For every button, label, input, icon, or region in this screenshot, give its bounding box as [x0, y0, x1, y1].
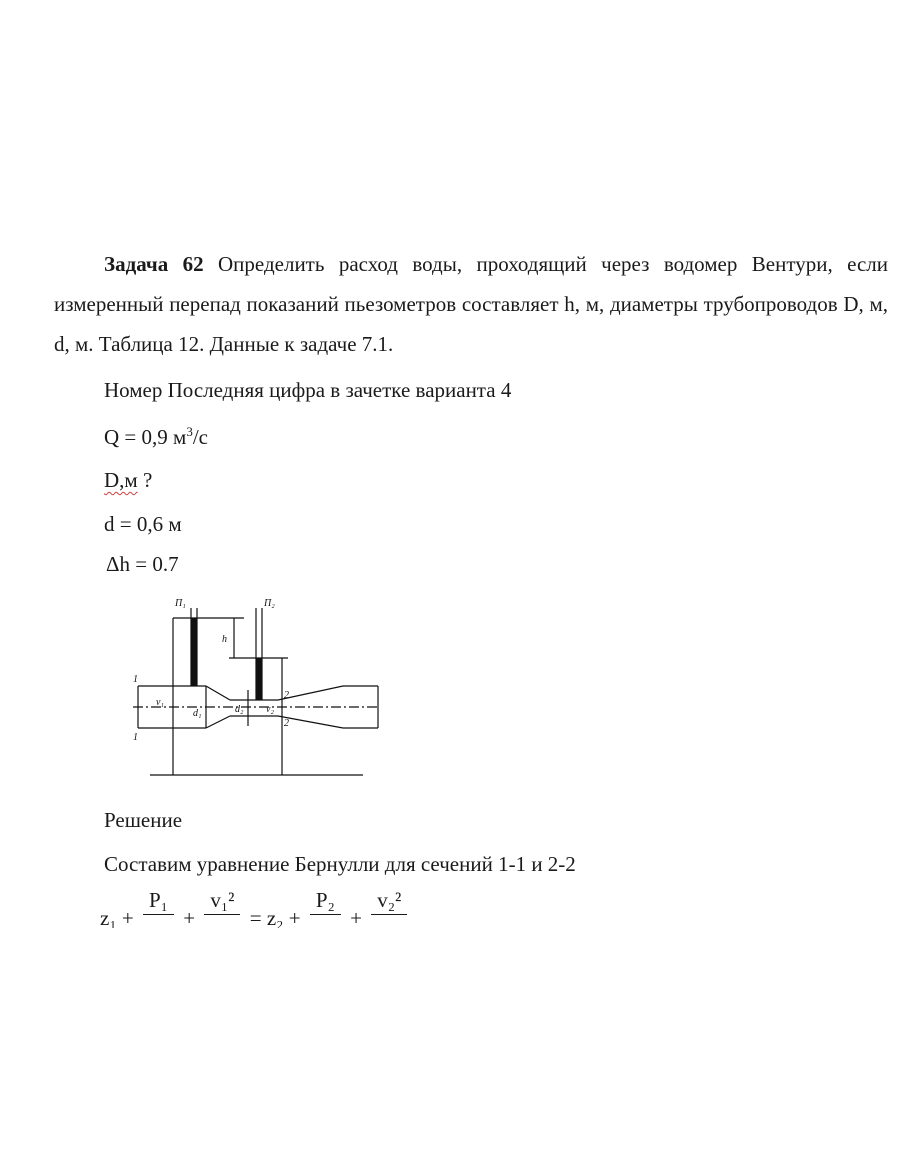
bernoulli-equation — [100, 886, 460, 928]
eq-plus-3: + — [288, 906, 301, 928]
diameter-d-line: d = 0,6 м — [104, 512, 182, 536]
eq-z2: z₂ — [266, 906, 284, 928]
label-section-1-bottom: 1 — [133, 732, 138, 743]
piezometer-1-fluid — [191, 618, 197, 686]
diameter-D-line — [104, 468, 152, 493]
eq-p1: P₁ — [143, 886, 174, 915]
eq-v2: v₂² — [371, 886, 407, 915]
converge-top — [206, 686, 230, 700]
solution-intro: Составим уравнение Бернулли для сечений 1-1 и 2-2 — [104, 852, 576, 876]
piezometer-2-fluid — [256, 658, 262, 700]
label-section-2-top: 2 — [284, 690, 289, 701]
label-v1: v₁ — [156, 697, 164, 708]
eq-v1: v₁² — [204, 886, 240, 915]
label-v2: v₂ — [266, 704, 274, 715]
label-section-2-bottom: 2 — [284, 718, 289, 729]
eq-plus-1: + — [121, 906, 134, 928]
eq-plus-2: + — [183, 906, 196, 928]
eq-plus-4: + — [350, 906, 362, 928]
problem-text-1: Определить расход воды, проходящий через водомер Вентури, — [218, 252, 833, 276]
solution-heading: Решение — [104, 808, 183, 832]
variant-line: Номер Последняя цифра в зачетке варианта 4 — [104, 378, 512, 402]
label-d2: d₂ — [235, 704, 244, 715]
eq-equals: = — [249, 906, 262, 928]
label-h: h — [222, 634, 227, 645]
flow-rate-unit: /с — [192, 425, 208, 449]
label-p2: П₂ — [264, 598, 275, 609]
venturi-meter-diagram — [118, 590, 380, 780]
flow-rate-value: Q = 0,9 м — [104, 425, 187, 449]
label-section-1-top: 1 — [133, 674, 138, 685]
diameter-D-label: D,м — [104, 468, 138, 492]
eq-p2: P₂ — [310, 886, 341, 915]
problem-title: Задача 62 — [104, 252, 204, 276]
problem-text-2: если измеренный перепад показаний пьезометров составляет h, м, диаметры — [54, 252, 889, 316]
converge-bottom — [206, 716, 230, 728]
head-difference-line: Δh = 0.7 — [106, 552, 179, 576]
eq-z1: z₁ — [100, 906, 117, 928]
flow-rate-line — [104, 424, 208, 450]
diameter-D-value: ? — [137, 468, 153, 492]
label-p1: П₁ — [175, 598, 186, 609]
problem-statement — [54, 244, 888, 364]
problem-text-3: трубопроводов D, м, d, м. Таблица 12. Данные к задаче 7.1. — [54, 292, 888, 356]
flow-rate-exponent: 3 — [186, 424, 193, 439]
label-d1: d₁ — [193, 708, 202, 719]
